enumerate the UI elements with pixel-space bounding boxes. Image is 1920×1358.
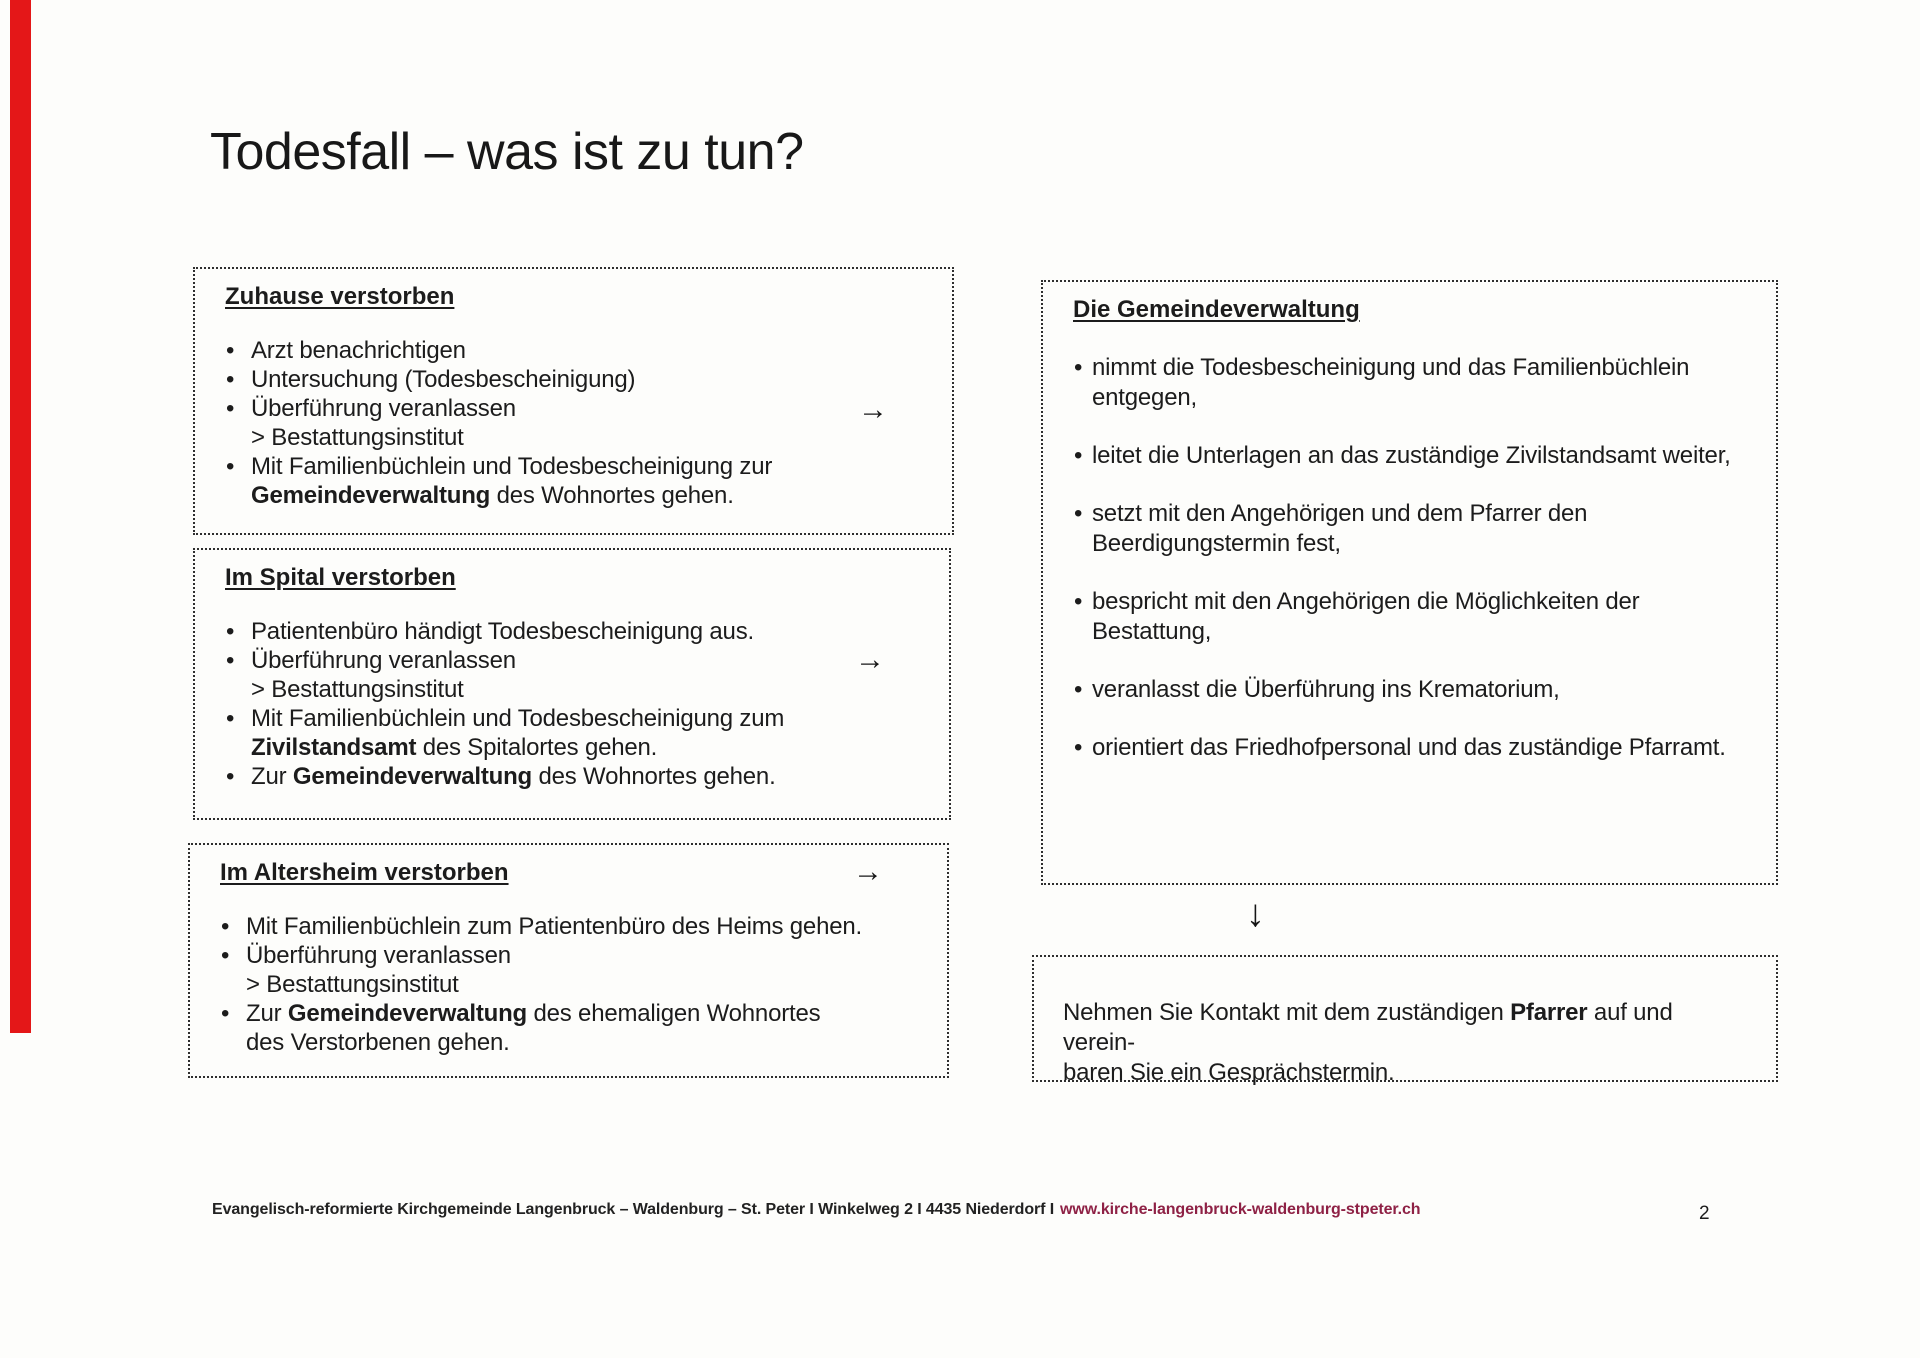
footer xyxy=(212,1200,1420,1220)
list-item: • Mit Familienbüchlein zum Patientenbüro des Heims gehen. xyxy=(221,913,862,940)
page-title: Todesfall – was ist zu tun? xyxy=(210,123,804,181)
contact-note-box xyxy=(1032,955,1778,1086)
section-heading: Im Spital verstorben xyxy=(225,564,456,591)
list-item: • bespricht mit den Angehörigen die Möglichkeiten der Bestattung, xyxy=(1074,588,1640,645)
bullet-icon: • xyxy=(226,453,235,480)
section-zuhause-verstorben xyxy=(193,267,954,535)
bullet-icon: • xyxy=(1074,676,1083,703)
bullet-icon: • xyxy=(221,1000,230,1027)
bullet-icon: • xyxy=(1074,442,1083,469)
list-item: • Mit Familienbüchlein und Todesbescheinigung zur Gemeindeverwaltung des Wohnortes gehen. xyxy=(226,453,773,509)
list-item: • Mit Familienbüchlein und Todesbescheinigung zum Zivilstandsamt des Spitalortes gehen. xyxy=(226,705,785,761)
right-arrow-icon: → xyxy=(853,855,883,888)
section-heading: Die Gemeindeverwaltung xyxy=(1073,296,1360,323)
bullet-icon: • xyxy=(226,366,235,393)
bullet-icon: • xyxy=(221,913,230,940)
bullet-icon: • xyxy=(226,618,235,645)
down-arrow-icon: ↓ xyxy=(1246,893,1265,935)
scan-edge-artifact xyxy=(10,0,31,1033)
section-gemeindeverwaltung xyxy=(1041,280,1778,885)
list-item: • Überführung veranlassen > Bestattungsinstitut xyxy=(226,647,516,703)
bullet-icon: • xyxy=(226,763,235,790)
list-item: • leitet die Unterlagen an das zuständige Zivilstandsamt weiter, xyxy=(1074,442,1731,469)
section-heading: Im Altersheim verstorben xyxy=(220,859,509,886)
list-item: • nimmt die Todesbescheinigung und das Familienbüchlein entgegen, xyxy=(1074,354,1690,411)
bullet-list xyxy=(220,912,923,1057)
contact-note-text: Nehmen Sie Kontakt mit dem zuständigen Pfarrer auf und verein- baren Sie ein Gesprächstermin. xyxy=(1063,999,1673,1086)
bullet-icon: • xyxy=(226,395,235,422)
section-heading: Zuhause verstorben xyxy=(225,283,455,310)
list-item: • Überführung veranlassen > Bestattungsinstitut xyxy=(221,942,511,998)
bullet-list xyxy=(225,617,925,791)
list-item: • orientiert das Friedhofpersonal und das zuständige Pfarramt. xyxy=(1074,734,1726,761)
bullet-icon: • xyxy=(226,647,235,674)
list-item: • Untersuchung (Todesbescheinigung) xyxy=(226,366,636,393)
footer-org-text: Evangelisch-reformierte Kirchgemeinde Langenbruck – Waldenburg – St. Peter I Winkelweg 2 I 4435 Niederdorf I xyxy=(212,1201,1055,1218)
right-arrow-icon: → xyxy=(858,393,888,426)
bullet-icon: • xyxy=(1074,734,1083,761)
bullet-icon: • xyxy=(226,337,235,364)
section-im-altersheim-verstorben xyxy=(188,843,949,1078)
bullet-icon: • xyxy=(1074,500,1083,527)
bullet-icon: • xyxy=(221,942,230,969)
list-item: • Zur Gemeindeverwaltung des ehemaligen Wohnortes des Verstorbenen gehen. xyxy=(221,1000,821,1056)
bullet-list xyxy=(225,336,928,510)
list-item: • setzt mit den Angehörigen und dem Pfarrer den Beerdigungstermin fest, xyxy=(1074,500,1588,557)
page-number: 2 xyxy=(1699,1203,1710,1224)
list-item: • Patientenbüro händigt Todesbescheinigung aus. xyxy=(226,618,754,645)
footer-url: www.kirche-langenbruck-waldenburg-stpeter.ch xyxy=(1060,1201,1421,1218)
list-item: • veranlasst die Überführung ins Krematorium, xyxy=(1074,676,1560,703)
list-item: • Arzt benachrichtigen xyxy=(226,337,466,364)
list-item: • Überführung veranlassen > Bestattungsinstitut xyxy=(226,395,516,451)
right-arrow-icon: → xyxy=(855,643,885,676)
bullet-list xyxy=(1073,353,1752,763)
bullet-icon: • xyxy=(226,705,235,732)
bullet-icon: • xyxy=(1074,588,1083,615)
bullet-icon: • xyxy=(1074,354,1083,381)
list-item: • Zur Gemeindeverwaltung des Wohnortes gehen. xyxy=(226,763,776,790)
section-im-spital-verstorben xyxy=(193,548,951,820)
